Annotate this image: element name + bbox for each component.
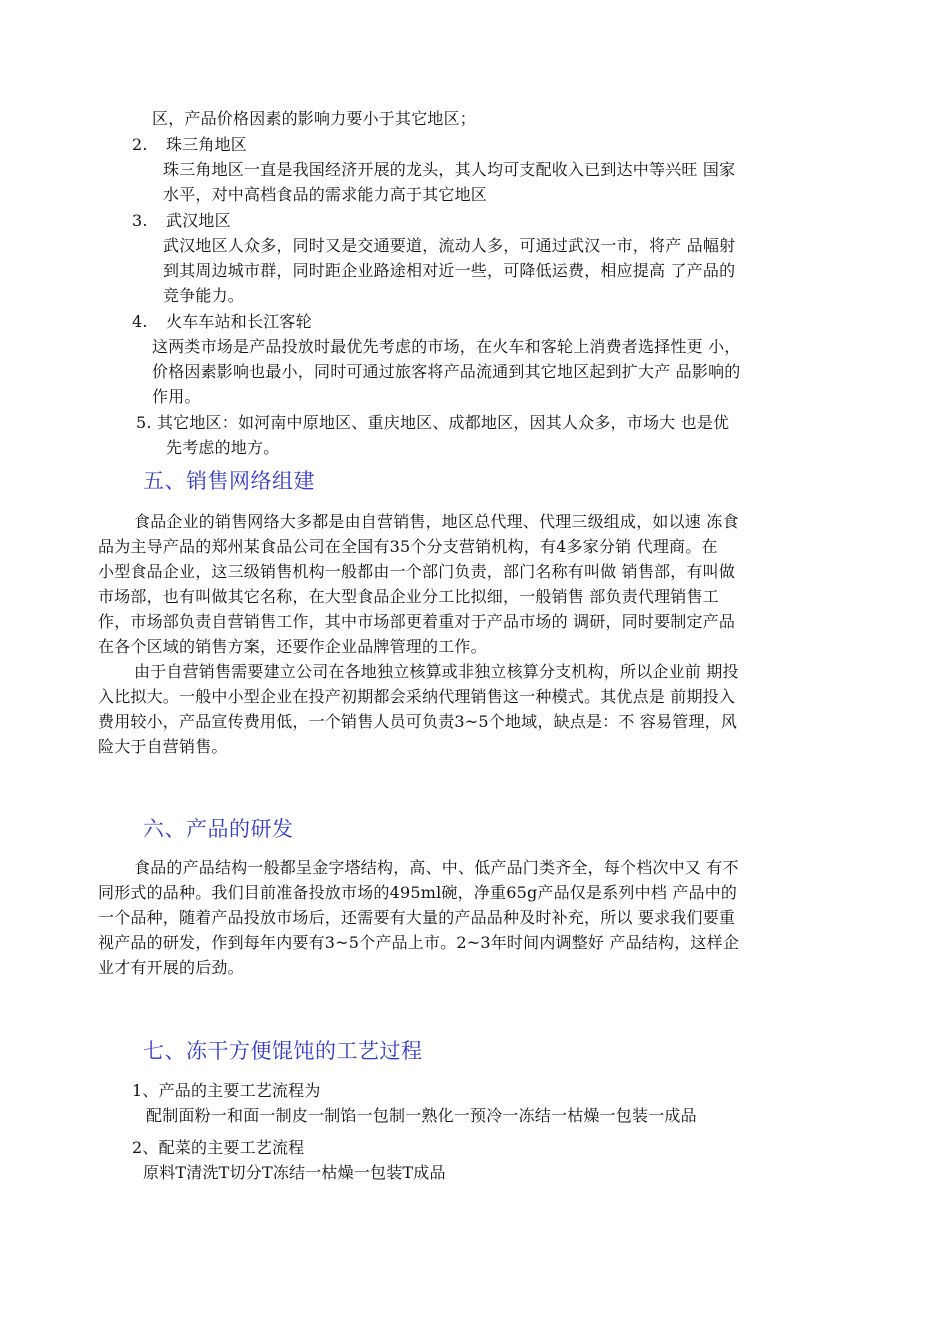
section-heading-product-rd: 六、产品的研发 — [143, 817, 294, 841]
list-item-body-4-line3: 作用。 — [152, 387, 201, 406]
list-item-number-4: 4. — [132, 312, 148, 331]
list-item-body-2-line1: 珠三角地区一直是我国经济开展的龙头，其人均可支配收入已到达中等兴旺 国家 — [163, 160, 736, 179]
list-item-body-3-line2: 到其周边城市群，同时距企业路途相对近一些，可降低运费，相应提高 了产品的 — [163, 261, 736, 280]
list-item-body-4-line2: 价格因素影响也最小，同时可通过旅客将产品流通到其它地区起到扩大产 品影响的 — [152, 362, 741, 381]
section6-para1-line5: 业才有开展的后劲。 — [98, 958, 244, 977]
list-item-title-4: 火车车站和长江客轮 — [166, 312, 312, 331]
list-item-body-2-line2: 水平，对中高档食品的需求能力高于其它地区 — [163, 185, 488, 204]
section5-para2-line1: 由于自营销售需要建立公司在各地独立核算或非独立核算分支机构，所以企业前 期投 — [134, 662, 739, 681]
section6-para1-line1: 食品的产品结构一般都呈金字塔结构，高、中、低产品门类齐全，每个档次中又 有不 — [134, 858, 739, 877]
section-heading-sales-network: 五、销售网络组建 — [143, 469, 315, 493]
list-item-number-3: 3. — [132, 211, 148, 230]
section5-para2-line2: 入比拟大。一般中小型企业在投产初期都会采纳代理销售这一种模式。其优点是 前期投入 — [98, 687, 736, 706]
list-item-body-3-line3: 竞争能力。 — [163, 286, 245, 305]
section5-para1-line2: 品为主导产品的郑州某食品公司在全国有35个分支营销机构，有4多家分销 代理商。在 — [98, 537, 718, 556]
list-item-title-2: 珠三角地区 — [166, 135, 248, 154]
section5-para1-line5: 作，市场部负责自营销售工作，其中市场部更着重对于产品市场的 调研，同时要制定产品 — [98, 612, 736, 631]
list-item-5-line2: 先考虑的地方。 — [166, 438, 280, 457]
section5-para2-line4: 险大于自营销售。 — [98, 737, 228, 756]
section6-para1-line2: 同形式的品种。我们目前准备投放市场的495ml碗，净重65g产品仅是系列中档 产品中的 — [98, 883, 738, 902]
section5-para1-line1: 食品企业的销售网络大多都是由自营销售，地区总代理、代理三级组成，如以速 冻食 — [134, 512, 739, 531]
section6-para1-line3: 一个品种，随着产品投放市场后，还需要有大量的产品品种及时补充，所以 要求我们要重 — [98, 908, 736, 927]
process-flow-1: 配制面粉一和面一制皮一制馅一包制一熟化一预冷一冻结一枯燥一包装一成品 — [146, 1106, 697, 1125]
list-item-number-2: 2. — [132, 135, 148, 154]
list-item-title-3: 武汉地区 — [166, 211, 231, 230]
section5-para1-line3: 小型食品企业，这三级销售机构一般都由一个部门负责，部门名称有叫做 销售部，有叫做 — [98, 562, 736, 581]
section5-para1-line4: 市场部，也有叫做其它名称，在大型食品企业分工比拟细，一般销售 部负责代理销售工 — [98, 587, 719, 606]
section5-para1-line6: 在各个区域的销售方案，还要作企业品牌管理的工作。 — [98, 637, 487, 656]
list-item-5-line1: 5. 其它地区：如河南中原地区、重庆地区、成都地区，因其人众多，市场大 也是优 — [136, 413, 730, 432]
process-subtitle-2: 2、配菜的主要工艺流程 — [132, 1138, 305, 1157]
section6-para1-line4: 视产品的研发，作到每年内要有3~5个产品上市。2~3年时间内调整好 产品结构，这样企 — [98, 933, 740, 952]
list-item-body-3-line1: 武汉地区人众多，同时又是交通要道，流动人多，可通过武汉一市，将产 品幅射 — [163, 236, 736, 255]
section-heading-process: 七、冻干方便馄饨的工艺过程 — [143, 1039, 423, 1063]
process-subtitle-1: 1、产品的主要工艺流程为 — [132, 1081, 321, 1100]
list-item-body-4-line1: 这两类市场是产品投放时最优先考虑的市场，在火车和客轮上消费者选择性更 小， — [152, 337, 741, 356]
process-flow-2: 原料T清洗T切分T冻结一枯燥一包装T成品 — [143, 1163, 446, 1182]
list-continuation-line: 区，产品价格因素的影响力要小于其它地区； — [152, 109, 477, 128]
section5-para2-line3: 费用较小，产品宣传费用低，一个销售人员可负责3~5个地域，缺点是：不 容易管理，风 — [98, 712, 738, 731]
